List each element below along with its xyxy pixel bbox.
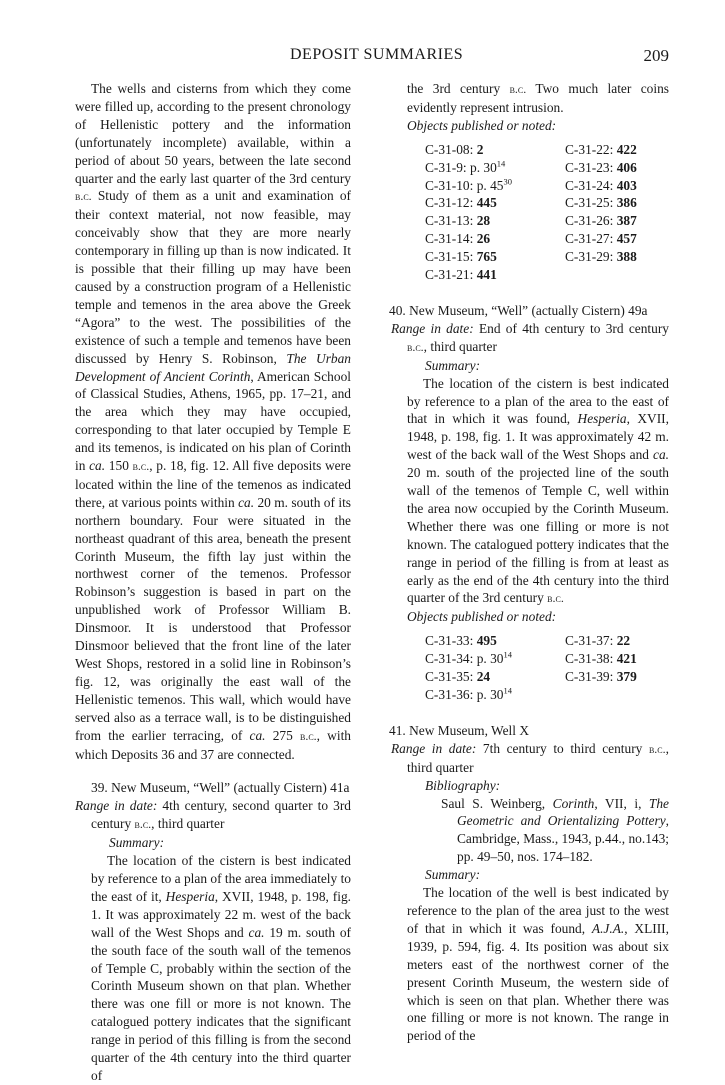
entry-title: 41. New Museum, Well X	[389, 722, 530, 738]
objects-label: Objects published or noted:	[407, 609, 557, 625]
object-entry: C-31-29: 388	[565, 249, 637, 265]
right-column	[389, 80, 670, 1045]
object-entry: C-31-14: 26	[425, 231, 491, 247]
object-entry: C-31-13: 28	[425, 213, 491, 229]
entry-summary: The location of the cistern is best indicated by reference to a plan of the area immediately to the east of it, Hesperia, XVII, 1948, p. 198, fig. 1. It was approximately 22 m. west of the back wall of the West Shops and ca. 19 m. south of the south face of the south wall of the temenos of Temple C, probably within the section of the Corinth Museum shown on that plan. Whether there was one fill or more is not known. The catalogued pottery indicates that the significant range in period of this filling is from the second quarter of the 4th century into the third quarter of	[91, 853, 352, 1083]
entry-summary-label: Summary:	[425, 867, 481, 883]
object-entry: C-31-37: 22	[565, 633, 631, 649]
entry-summary: The location of the well is best indicated by reference to the plan of the area just to the west of that in which it was found, A.J.A., XLIII, 1939, p. 594, fig. 4. Its position was about six meters east of the northwest corner of the present Corinth Museum, the western side of which is seen on that plan. Whether there was one filling or more is not known. The range in period of the	[407, 885, 669, 1044]
object-entry: C-31-22: 422	[565, 141, 637, 157]
object-entry: C-31-23: 406	[565, 159, 637, 175]
left-column	[75, 80, 351, 1085]
objects-table-39	[425, 141, 669, 284]
deposit-entry-39	[75, 779, 352, 1084]
object-entry: C-31-21: 441	[425, 267, 497, 283]
object-entry: C-31-9: p. $30^{14}$	[425, 158, 506, 175]
object-entry: C-31-12: 445	[425, 195, 497, 211]
object-entry: C-31-24: 403	[565, 177, 637, 193]
object-entry: C-31-25: 386	[565, 195, 637, 211]
objects-label: Objects published or noted:	[407, 117, 557, 133]
object-entry: C-31-10: p. $45^{30}$	[425, 176, 512, 193]
entry-range: Range in date: End of 4th century to 3rd century b.c., third quarter	[391, 320, 669, 354]
object-entry: C-31-36: p. $30^{14}$	[425, 685, 512, 702]
entry-summary-label: Summary:	[425, 357, 481, 373]
entry-title: 40. New Museum, “Well” (actually Cistern) 49a	[389, 302, 648, 318]
object-entry: C-31-39: 379	[565, 669, 637, 685]
entry-bibliography: Saul S. Weinberg, Corinth, VII, i, The Geometric and Orientalizing Pottery, Cambridge, Mass., 1943, p.44., no.143; pp. 49–50, nos. 174–182.	[441, 795, 670, 865]
entry-summary-label: Summary:	[109, 835, 165, 851]
entry-title: 39. New Museum, “Well” (actually Cistern) 41a	[91, 780, 350, 796]
entry-range: Range in date: 4th century, second quarter to 3rd century b.c., third quarter	[75, 798, 351, 832]
deposit-entry-41	[389, 722, 670, 1045]
page-number: 209	[643, 46, 669, 65]
entry-range: Range in date: 7th century to third century b.c., third quarter	[391, 740, 669, 775]
object-entry: C-31-34: p. $30^{14}$	[425, 649, 512, 667]
object-entry: C-31-26: 387	[565, 213, 637, 229]
object-entry: C-31-33: 495	[425, 633, 497, 649]
objects-table-40	[425, 632, 669, 704]
object-entry: C-31-15: 765	[425, 249, 497, 265]
page-header	[0, 46, 725, 70]
object-entry: C-31-27: 457	[565, 231, 637, 247]
intro-paragraph: The wells and cisterns from which they come were filled up, according to the present chronology of Hellenistic pottery and the information (unfortunately incomplete) available, within a period of about 50 years, between the late second quarter and the early last quarter of the 3rd century b.c. Study of them as a unit and examination of their context material, not now feasible, may conceivably show that they are more nearly contemporary in filling up than is now indicated. It is possible that their filling up may have been caused by a construction program of a Hellenistic temple and temenos in the area above the Greek “Agora” to the west. The possibilities of the existence of such a temple and temenos have been discussed by Henry S. Robinson, The Urban Development of Ancient Corinth, American School of Classical Studies, Athens, 1965, pp. 17–21, and the area which they may have occupied, corresponding to that later occupied by Temple E and its temenos, is indicated on his plan of Corinth in ca. 150 b.c., p. 18, fig. 12. All five deposits were located within the line of the temenos as indicated there, at various points within ca. 20 m. south of its northern boundary. Four were situated in the northeast quadrant of this area, beneath the present Corinth Museum, the fifth lay just within the northwest corner of the temenos. Professor Robinson’s suggestion is based in part on the unpublished work of Professor William B. Dinsmoor. It is understood that Professor Dinsmoor believed that the front line of the later West Shops, restored in a solid line in Robinson’s fig. 12, was originally the east wall of the Hellenistic temenos. This wall, which would have served also as a terrace wall, is to be distinguished from the earlier terracing, of ca. 275 b.c., with which Deposits 36 and 37 are connected.	[75, 81, 351, 762]
object-entry: C-31-35: 24	[425, 669, 491, 685]
entry-bibliography-label: Bibliography:	[425, 777, 501, 793]
deposit-entry-40	[389, 302, 669, 704]
object-entry: C-31-08: 2	[425, 141, 484, 157]
object-entry: C-31-38: 421	[565, 651, 637, 667]
continuation-text: the 3rd century b.c. Two much later coins evidently represent intrusion.	[407, 81, 669, 115]
entry-summary: The location of the cistern is best indicated by reference to a plan of the area to the east of that in which it was found, Hesperia, XVII, 1948, p. 198, fig. 1. It was approximately 42 m. west of the back wall of the West Shops and ca. 20 m. south of the projected line of the south wall of the temenos of Temple C, well within the area now occupied by the Corinth Museum. Whether there was one filling or more is not known. The catalogued pottery indicates that the range in period of the filling is from at least as early as the end of the 4th century into the third quarter of the 3rd century b.c.	[407, 375, 669, 606]
running-head: DEPOSIT SUMMARIES	[290, 46, 464, 63]
